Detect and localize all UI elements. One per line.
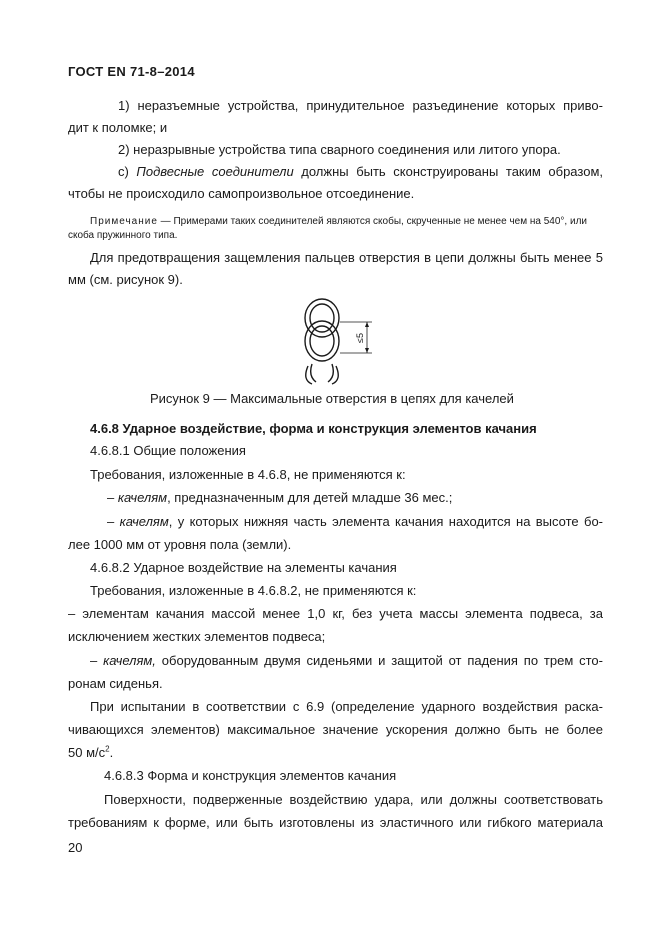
paragraph-line: c) Подвесные соединители должны быть сконструированы таким образом, [118,164,603,179]
paragraph-line: При испытании в соответствии с 6.9 (определение ударного воздействия раска- [90,699,603,714]
italic-term: качелям [117,490,168,505]
document-header: ГОСТ EN 71-8–2014 [68,64,195,79]
paragraph-line: Требования, изложенные в 4.6.8.2, не применяются к: [90,583,417,598]
paragraph-line: 1) неразъемные устройства, принудительное разъединение которых приво- [118,98,603,113]
figure-caption: Рисунок 9 — Максимальные отверстия в цепях для качелей [150,391,514,406]
paragraph-line: Для предотвращения защемления пальцев отверстия в цепи должны быть менее 5 [90,250,603,265]
list-item: – качелям, предназначенным для детей младше 36 мес.; [107,490,453,505]
paragraph-line: требованиям к форме, или быть изготовлены из эластичного или гибкого материала [68,815,603,830]
section-heading: 4.6.8 Ударное воздействие, форма и конструкция элементов качания [90,421,537,436]
paragraph-line: лее 1000 мм от уровня пола (земли). [68,537,292,552]
superscript: 2 [105,744,110,754]
subsection-heading: 4.6.8.3 Форма и конструкция элементов качания [104,768,397,783]
italic-term: Подвесные соединители [136,164,294,179]
dimension-label: ≤5 [355,333,365,343]
chain-figure [290,296,390,388]
subsection-heading: 4.6.8.1 Общие положения [90,443,246,458]
italic-term: качелям, [103,653,156,668]
list-item: – элементам качания массой менее 1,0 кг, без учета массы элемента подвеса, за [68,606,603,621]
paragraph-line: ронам сиденья. [68,676,163,691]
paragraph-line: 2) неразрывные устройства типа сварного соединения или литого упора. [118,142,561,157]
note-label: Примечание [90,216,158,227]
paragraph-line: чтобы не происходило самопроизвольное отсоединение. [68,186,415,201]
paragraph-line: Требования, изложенные в 4.6.8, не применяются к: [90,467,406,482]
paragraph-line: мм (см. рисунок 9). [68,272,183,287]
paragraph-line: дит к поломке; и [68,120,168,135]
note-line: скоба пружинного типа. [68,230,178,241]
paragraph-line: исключением жестких элементов подвеса; [68,629,326,644]
page-number: 20 [68,840,83,855]
paragraph-line: чивающихся элементов) максимальное значение ускорения должно быть не более [68,722,603,737]
italic-term: качелям [119,514,169,529]
list-item: – качелям, у которых нижняя часть элемента качания находится на высоте бо- [107,514,604,529]
paragraph-line: 50 $м/с^2$. [68,744,114,760]
list-item: – качелям, оборудованным двумя сиденьями и защитой от падения по трем сто- [90,653,603,668]
note-line: Примечание — Примерами таких соединителей являются скобы, скрученные не менее чем на 540°, или [90,216,587,227]
paragraph-line: Поверхности, подверженные воздействию удара, или должны соответствовать [104,792,603,807]
subsection-heading: 4.6.8.2 Ударное воздействие на элементы качания [90,560,397,575]
